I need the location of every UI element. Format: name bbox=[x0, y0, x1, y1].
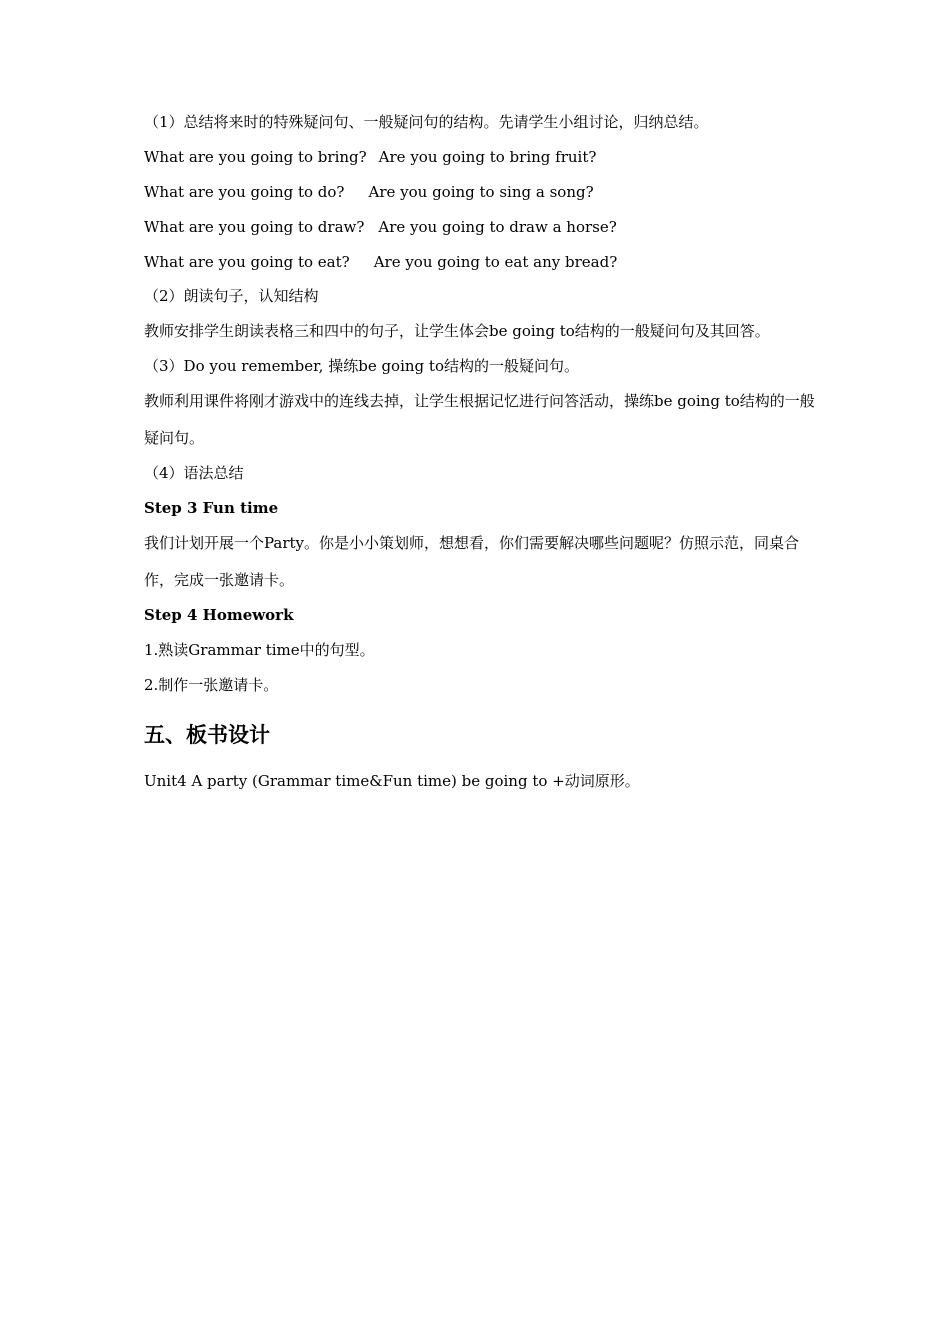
step-4-title: Step 4 Homework bbox=[144, 606, 294, 624]
summary-step-1: （1）总结将来时的特殊疑问句、一般疑问句的结构。先请学生小组讨论，归纳总结。 bbox=[144, 113, 709, 131]
wh-question: What are you going to bring? bbox=[144, 148, 367, 166]
yes-no-question: Are you going to draw a horse? bbox=[378, 218, 617, 236]
document-body bbox=[144, 112, 824, 791]
step-3-title: Step 3 Fun time bbox=[144, 499, 279, 517]
yes-no-question: Are you going to bring fruit? bbox=[378, 148, 597, 166]
wh-question: What are you going to do? bbox=[144, 183, 345, 201]
question-pair-3 bbox=[144, 217, 824, 237]
paragraph-reading: 教师安排学生朗读表格三和四中的句子，让学生体会be going to结构的一般疑问句及其回答。 bbox=[144, 322, 770, 340]
wh-question: What are you going to draw? bbox=[144, 218, 365, 236]
summary-step-3: （3）Do you remember, 操练be going to结构的一般疑问句。 bbox=[144, 357, 579, 375]
summary-step-2: （2）朗读句子，认知结构 bbox=[144, 287, 319, 305]
section-heading-board-design: 五、板书设计 bbox=[144, 722, 270, 747]
board-design-text: Unit4 A party (Grammar time&Fun time) be going to +动词原形。 bbox=[144, 772, 640, 790]
yes-no-question: Are you going to eat any bread? bbox=[373, 253, 618, 271]
homework-item-2: 2.制作一张邀请卡。 bbox=[144, 676, 279, 694]
question-pair-4 bbox=[144, 252, 824, 272]
question-pair-1 bbox=[144, 147, 824, 167]
paragraph-fun-time: 我们计划开展一个Party。你是小小策划师，想想看，你们需要解决哪些问题呢？仿照示范，同桌合作，完成一张邀请卡。 bbox=[144, 534, 800, 589]
paragraph-practice: 教师利用课件将刚才游戏中的连线去掉，让学生根据记忆进行问答活动，操练be going to结构的一般疑问句。 bbox=[144, 392, 815, 447]
homework-item-1: 1.熟读Grammar time中的句型。 bbox=[144, 641, 375, 659]
wh-question: What are you going to eat? bbox=[144, 253, 350, 271]
summary-step-4: （4）语法总结 bbox=[144, 464, 244, 482]
question-pair-2 bbox=[144, 182, 824, 202]
yes-no-question: Are you going to sing a song? bbox=[368, 183, 594, 201]
